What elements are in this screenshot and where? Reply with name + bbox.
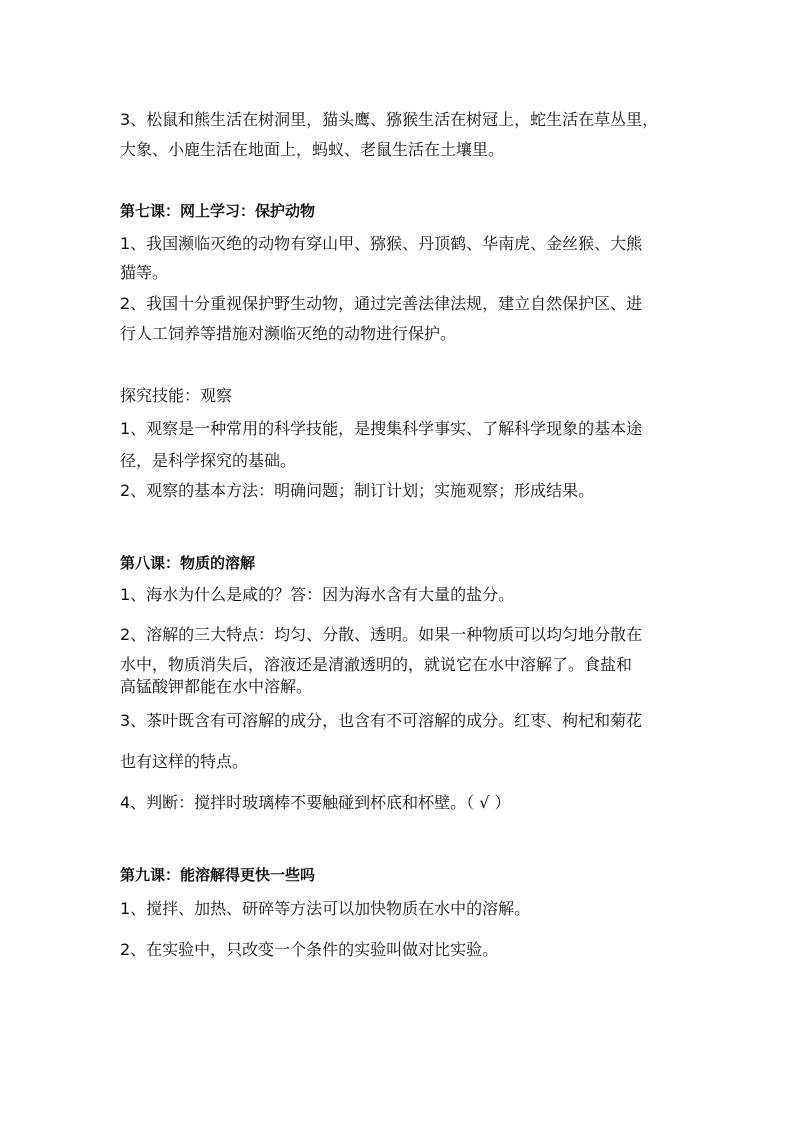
lesson-8-item-4: 4、判断：搅拌时玻璃棒不要触碰到杯底和杯壁。（ √ ） (120, 793, 511, 812)
lesson-9-title: 第九课：能溶解得更快一些吗 (120, 866, 316, 884)
lesson-9-item-1: 1、搅拌、加热、研碎等方法可以加快物质在水中的溶解。 (120, 899, 531, 918)
lesson-8-item-1: 1、海水为什么是咸的？答：因为海水含有大量的盐分。 (120, 585, 515, 604)
lesson-7-title: 第七课：网上学习：保护动物 (120, 202, 316, 220)
habitat-item-3-line-1: 3、松鼠和熊生活在树洞里，猫头鹰、猕猴生活在树冠上，蛇生活在草丛里， (120, 110, 659, 129)
lesson-7-item-2-line-2: 行人工饲养等措施对濒临灭绝的动物进行保护。 (120, 324, 457, 343)
lesson-8-title: 第八课：物质的溶解 (120, 554, 256, 572)
skill-item-1-line-2: 径，是科学探究的基础。 (120, 451, 297, 470)
lesson-8-item-3-line-1: 3、茶叶既含有可溶解的成分，也含有不可溶解的成分。红枣、枸杞和菊花 (120, 711, 643, 730)
skill-title: 探究技能：观察 (120, 386, 233, 405)
lesson-8-item-3-line-2: 也有这样的特点。 (120, 752, 249, 771)
lesson-8-item-2-line-1: 2、溶解的三大特点：均匀、分散、透明。如果一种物质可以均匀地分散在 (120, 625, 643, 644)
habitat-item-3-line-2: 大象、小鹿生活在地面上，蚂蚁、老鼠生活在土壤里。 (120, 140, 505, 159)
lesson-8-item-2-line-2: 水中，物质消失后，溶液还是清澈透明的，就说它在水中溶解了。食盐和 (120, 655, 633, 674)
lesson-7-item-1-line-1: 1、我国濒临灭绝的动物有穿山甲、猕猴、丹顶鹤、华南虎、金丝猴、大熊 (120, 234, 643, 253)
lesson-8-item-2-line-3: 高锰酸钾都能在水中溶解。 (120, 677, 313, 696)
lesson-7-item-1-line-2: 猫等。 (120, 263, 169, 282)
lesson-9-item-2: 2、在实验中，只改变一个条件的实验叫做对比实验。 (120, 940, 499, 959)
skill-item-2: 2、观察的基本方法：明确问题；制订计划；实施观察；形成结果。 (120, 481, 595, 500)
skill-item-1-line-1: 1、观察是一种常用的科学技能，是搜集科学事实、了解科学现象的基本途 (120, 419, 643, 438)
lesson-7-item-2-line-1: 2、我国十分重视保护野生动物，通过完善法律法规，建立自然保护区、进 (120, 294, 643, 313)
